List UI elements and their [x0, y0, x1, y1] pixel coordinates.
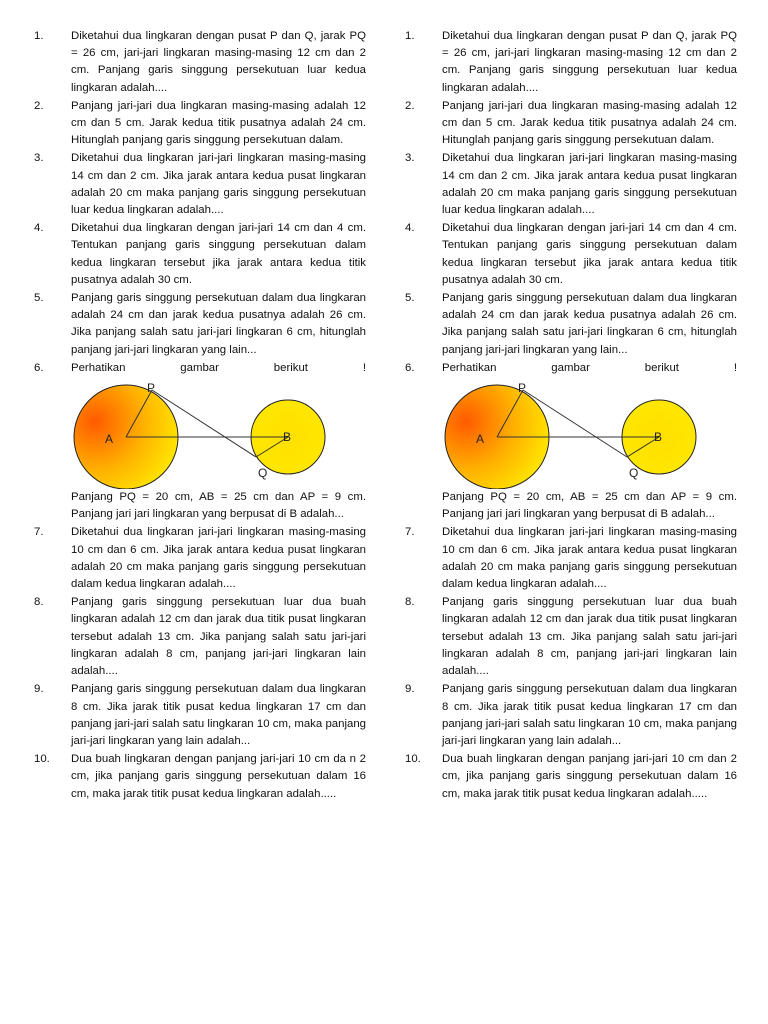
question-number: 9.: [405, 683, 415, 696]
label-q: Q: [629, 466, 639, 481]
question-text: Panjang garis singgung persekutuan dalam dua lingkaran 8 cm. Jika jarak titik pusat kedua lingkaran 17 cm dan panjang jari-jari salah satu lingkaran 10 cm, maka panjang jari-jari lingkaran yang lain adalah...: [442, 683, 737, 747]
label-a: A: [105, 432, 114, 447]
label-p: P: [147, 381, 156, 396]
question-number: 5.: [405, 292, 415, 305]
question-2: [405, 98, 737, 150]
question-9: [405, 681, 737, 750]
question-text: Panjang garis singgung persekutuan dalam dua lingkaran 8 cm. Jika jarak titik pusat kedua lingkaran 17 cm dan panjang jari-jari salah satu lingkaran 10 cm, maka panjang jari-jari lingkaran yang lain adalah...: [71, 683, 366, 747]
question-text: Perhatikan gambar berikut !: [442, 361, 737, 374]
question-text: Dua buah lingkaran dengan panjang jari-jari 10 cm dan 2 cm, jika panjang garis singgung persekutuan dalam 16 cm, maka jarak titik pusat kedua lingkaran adalah.....: [442, 753, 737, 800]
question-6: [34, 360, 366, 377]
label-b: B: [654, 430, 663, 445]
question-text: Diketahui dua lingkaran jari-jari lingkaran masing-masing 14 cm dan 2 cm. Jika jarak antara kedua pusat lingkaran adalah 20 cm maka panjang garis singgung persekutuan luar kedua lingkaran adalah....: [442, 152, 737, 217]
question-text: Diketahui dua lingkaran jari-jari lingkaran masing-masing 10 cm dan 6 cm. Jika jarak antara kedua pusat lingkaran adalah 20 cm maka panjang garis singgung persekutuan dalam kedua lingkaran adalah....: [442, 526, 737, 591]
question-9: [34, 681, 366, 750]
question-text: Perhatikan gambar berikut !: [71, 361, 366, 374]
question-number: 3.: [405, 152, 415, 165]
question-text: Diketahui dua lingkaran dengan jari-jari 14 cm dan 4 cm. Tentukan panjang garis singgung persekutuan dalam kedua lingkaran tersebut jika jarak antara kedua titik pusatnya adalah 30 cm.: [442, 222, 737, 286]
label-b: B: [283, 430, 292, 445]
question-5: [34, 290, 366, 359]
question-6: [405, 360, 737, 377]
left-column: [34, 28, 366, 803]
question-text: Panjang garis singgung persekutuan dalam dua lingkaran adalah 24 cm dan jarak kedua pusatnya adalah 26 cm. Jika panjang salah satu jari-jari lingkaran 6 cm, hitunglah panjang jari-jari lingkaran yang lain...: [71, 292, 366, 356]
figure-caption: Panjang PQ = 20 cm, AB = 25 cm dan AP = 9 cm. Panjang jari jari lingkaran yang berpusat di B adalah...: [71, 491, 366, 521]
question-text: Diketahui dua lingkaran jari-jari lingkaran masing-masing 10 cm dan 6 cm. Jika jarak antara kedua pusat lingkaran adalah 20 cm maka panjang garis singgung persekutuan dalam kedua lingkaran adalah....: [71, 526, 366, 591]
question-number: 6.: [405, 361, 415, 374]
question-number: 7.: [405, 526, 415, 539]
question-text: Panjang garis singgung persekutuan dalam dua lingkaran adalah 24 cm dan jarak kedua pusatnya adalah 26 cm. Jika panjang salah satu jari-jari lingkaran 6 cm, hitunglah panjang jari-jari lingkaran yang lain...: [442, 292, 737, 356]
question-4: [34, 220, 366, 289]
question-4: [405, 220, 737, 289]
question-text: Panjang jari-jari dua lingkaran masing-masing adalah 12 cm dan 5 cm. Jarak kedua titik pusatnya adalah 24 cm. Hitunglah panjang garis singgung persekutuan dalam.: [71, 99, 366, 147]
question-10: [405, 751, 737, 803]
question-text: Panjang jari-jari dua lingkaran masing-masing adalah 12 cm dan 5 cm. Jarak kedua titik pusatnya adalah 24 cm. Hitunglah panjang garis singgung persekutuan dalam.: [442, 99, 737, 147]
tangent-circles-figure: [405, 381, 737, 489]
question-number: 4.: [34, 222, 44, 235]
question-text: Diketahui dua lingkaran dengan pusat P dan Q, jarak PQ = 26 cm, jari-jari lingkaran masing-masing 12 cm dan 2 cm. Panjang garis singgung persekutuan luar kedua lingkaran adalah....: [71, 30, 366, 94]
question-number: 2.: [34, 99, 44, 112]
label-p: P: [518, 381, 527, 396]
question-8: [34, 594, 366, 680]
right-column: [405, 28, 737, 803]
question-text: Panjang garis singgung persekutuan luar dua buah lingkaran adalah 12 cm dan jarak dua titik pusat lingkaran tersebut adalah 13 cm. Jika panjang salah satu jari-jari lingkaran adalah 8 cm, panjang jari-jari lingkaran lain adalah....: [71, 596, 366, 678]
figure-caption: Panjang PQ = 20 cm, AB = 25 cm dan AP = 9 cm. Panjang jari jari lingkaran yang berpusat di B adalah...: [442, 491, 737, 521]
tangent-circles-diagram: [34, 381, 366, 489]
label-a: A: [476, 432, 485, 447]
question-3: [34, 150, 366, 219]
question-7: [34, 524, 366, 593]
question-number: 4.: [405, 222, 415, 235]
question-number: 6.: [34, 361, 44, 374]
tangent-circles-diagram: [405, 381, 737, 489]
question-text: Dua buah lingkaran dengan panjang jari-jari 10 cm da n 2 cm, jika panjang garis singgung persekutuan dalam 16 cm, maka jarak titik pusat kedua lingkaran adalah.....: [71, 753, 366, 800]
question-number: 1.: [34, 30, 44, 42]
question-3: [405, 150, 737, 219]
question-number: 8.: [34, 596, 44, 609]
question-text: Diketahui dua lingkaran jari-jari lingkaran masing-masing 14 cm dan 2 cm. Jika jarak antara kedua pusat lingkaran adalah 20 cm maka panjang garis singgung persekutuan luar kedua lingkaran adalah....: [71, 152, 366, 217]
question-number: 7.: [34, 526, 44, 539]
question-number: 8.: [405, 596, 415, 609]
question-number: 10.: [34, 753, 50, 766]
question-1: [405, 28, 737, 97]
question-2: [34, 98, 366, 150]
question-text: Diketahui dua lingkaran dengan jari-jari 14 cm dan 4 cm. Tentukan panjang garis singgung persekutuan dalam kedua lingkaran tersebut jika jarak antara kedua titik pusatnya adalah 30 cm.: [71, 222, 366, 286]
tangent-circles-figure: [34, 381, 366, 489]
question-number: 9.: [34, 683, 44, 696]
question-number: 5.: [34, 292, 44, 305]
question-5: [405, 290, 737, 359]
question-number: 3.: [34, 152, 44, 165]
question-10: [34, 751, 366, 803]
question-number: 2.: [405, 99, 415, 112]
question-number: 10.: [405, 753, 421, 766]
question-7: [405, 524, 737, 593]
question-1: [34, 28, 366, 97]
question-text: Diketahui dua lingkaran dengan pusat P dan Q, jarak PQ = 26 cm, jari-jari lingkaran masing-masing 12 cm dan 2 cm. Panjang garis singgung persekutuan luar kedua lingkaran adalah....: [442, 30, 737, 94]
question-number: 1.: [405, 30, 415, 42]
question-text: Panjang garis singgung persekutuan luar dua buah lingkaran adalah 12 cm dan jarak dua titik pusat lingkaran tersebut adalah 13 cm. Jika panjang salah satu jari-jari lingkaran adalah 8 cm, panjang jari-jari lingkaran lain adalah....: [442, 596, 737, 678]
label-q: Q: [258, 466, 268, 481]
question-8: [405, 594, 737, 680]
